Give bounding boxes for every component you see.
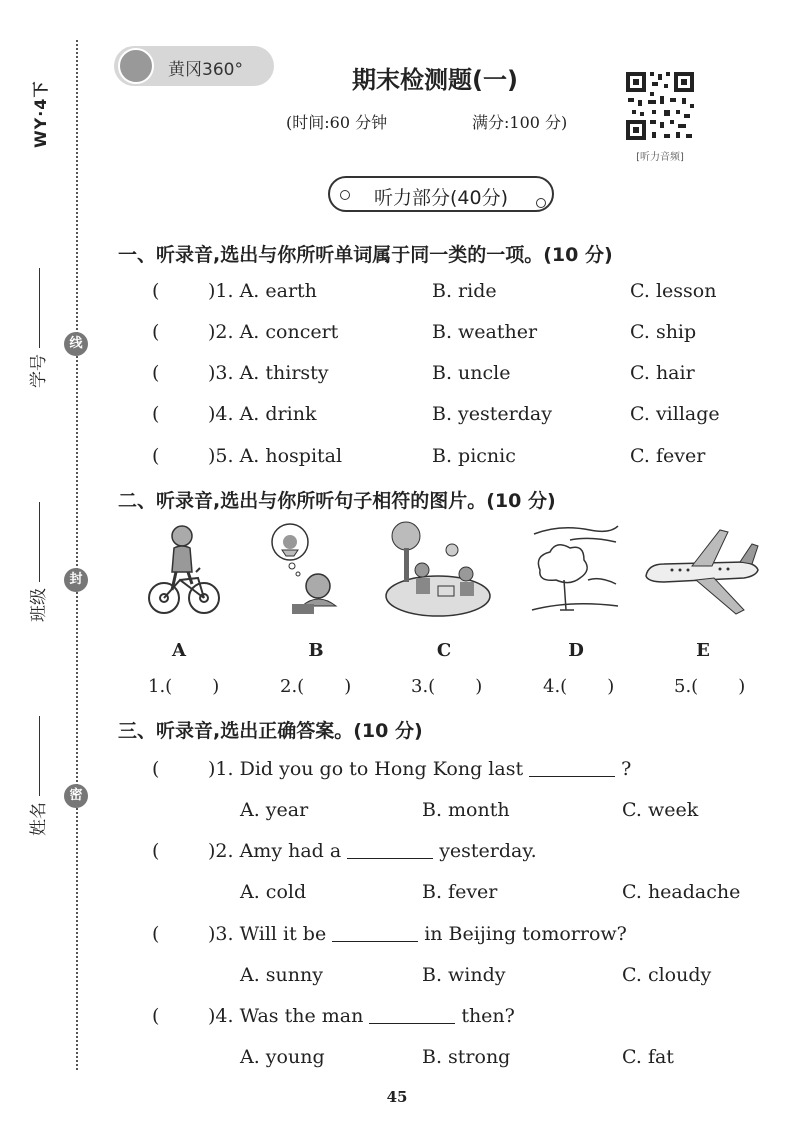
- s3-question-text: )3. Will it be in Beijing tomorrow?: [208, 923, 627, 945]
- s3-option-c: C. headache: [622, 881, 741, 903]
- student-number-field: [24, 268, 49, 388]
- section1-title: 一、听录音,选出与你所听单词属于同一类的一项。(10 分): [118, 244, 613, 266]
- brand-logo-icon: [118, 48, 154, 84]
- s2-answer-4-label: 4.(: [543, 676, 568, 697]
- qr-caption: [听力音频]: [636, 152, 684, 163]
- page-title: 期末检测题(一): [352, 66, 518, 94]
- s3-option-c: C. fat: [622, 1046, 674, 1068]
- answer-paren[interactable]: (: [152, 403, 160, 425]
- s3-option-c: C. cloudy: [622, 964, 712, 986]
- fill-blank[interactable]: [369, 1023, 455, 1024]
- s3-question-text: )4. Was the man then?: [208, 1005, 515, 1027]
- s1-option-b: B. yesterday: [432, 403, 552, 425]
- fill-blank[interactable]: [347, 858, 433, 859]
- fill-blank[interactable]: [529, 776, 615, 777]
- s3-question-text: )1. Did you go to Hong Kong last ?: [208, 758, 632, 780]
- s1-option-c: C. lesson: [630, 280, 717, 302]
- answer-paren[interactable]: (: [152, 923, 160, 945]
- name-label: 姓名: [29, 802, 49, 836]
- qr-code-icon[interactable]: [624, 70, 696, 142]
- seal-seal: 封: [64, 568, 88, 592]
- picture-label-a: A: [172, 640, 186, 661]
- s2-answer-5-label: 5.(: [674, 676, 699, 697]
- s1-option-c: C. village: [630, 403, 720, 425]
- s2-answer-1[interactable]: 1.( ): [148, 676, 220, 697]
- s2-answer-2-label: 2.(: [280, 676, 305, 697]
- series-label: WY·4下: [31, 80, 50, 148]
- s1-option-a: )4. A. drink: [208, 403, 317, 425]
- listening-part-banner: [328, 176, 554, 212]
- s1-option-b: B. weather: [432, 321, 538, 343]
- student-number-blank[interactable]: [39, 268, 40, 348]
- s2-answer-2[interactable]: 2.( ): [280, 676, 352, 697]
- s1-option-a: )5. A. hospital: [208, 445, 343, 467]
- seal-secret: 密: [64, 784, 88, 808]
- listening-part-label: 听力部分(40分): [373, 187, 508, 209]
- s2-answer-3[interactable]: 3.( ): [411, 676, 483, 697]
- class-label: 班级: [29, 588, 49, 622]
- section2-title: 二、听录音,选出与你所听句子相符的图片。(10 分): [118, 490, 556, 512]
- class-blank[interactable]: [39, 502, 40, 582]
- s2-answer-3-label: 3.(: [411, 676, 436, 697]
- answer-paren[interactable]: (: [152, 840, 160, 862]
- s3-option-b: B. month: [422, 799, 510, 821]
- windy-tree-image: [530, 520, 620, 620]
- answer-paren[interactable]: (: [152, 1005, 160, 1027]
- answer-paren[interactable]: (: [152, 362, 160, 384]
- picture-label-e: E: [696, 640, 710, 661]
- s1-option-b: B. picnic: [432, 445, 516, 467]
- s1-option-c: C. hair: [630, 362, 695, 384]
- page-number: 45: [386, 1088, 408, 1106]
- exam-score: 满分:100 分): [472, 113, 568, 132]
- airplane-image: [640, 520, 764, 620]
- s2-answer-4[interactable]: 4.( ): [543, 676, 615, 697]
- s1-option-a: )3. A. thirsty: [208, 362, 329, 384]
- s3-option-b: B. fever: [422, 881, 498, 903]
- s3-option-c: C. week: [622, 799, 699, 821]
- answer-paren[interactable]: (: [152, 758, 160, 780]
- binding-dashed-line: [76, 40, 78, 1070]
- fill-blank[interactable]: [332, 941, 418, 942]
- seal-line: 线: [64, 332, 88, 356]
- s3-option-b: B. strong: [422, 1046, 511, 1068]
- answer-paren[interactable]: (: [152, 321, 160, 343]
- brand-text: 黄冈360°: [168, 60, 243, 80]
- s1-option-a: )2. A. concert: [208, 321, 339, 343]
- answer-paren[interactable]: (: [152, 445, 160, 467]
- s2-answer-1-label: 1.(: [148, 676, 173, 697]
- s2-answer-5[interactable]: 5.( ): [674, 676, 746, 697]
- exam-time: (时间:60 分钟: [286, 113, 388, 132]
- name-field: [24, 716, 49, 836]
- answer-paren[interactable]: (: [152, 280, 160, 302]
- name-blank[interactable]: [39, 716, 40, 796]
- s3-question-text: )2. Amy had a yesterday.: [208, 840, 537, 862]
- picnic-image: [382, 520, 492, 620]
- s3-option-a: A. cold: [240, 881, 307, 903]
- student-number-label: 学号: [29, 354, 49, 388]
- picture-label-b: B: [308, 640, 324, 661]
- s3-option-b: B. windy: [422, 964, 506, 986]
- brand-badge: [114, 46, 274, 86]
- s1-option-b: B. uncle: [432, 362, 511, 384]
- class-field: [24, 502, 49, 622]
- s3-option-a: A. sunny: [240, 964, 323, 986]
- picture-label-d: D: [568, 640, 584, 661]
- child-thinking-image: [262, 520, 348, 620]
- s1-option-c: C. ship: [630, 321, 697, 343]
- s1-option-c: C. fever: [630, 445, 706, 467]
- s3-option-a: A. year: [240, 799, 309, 821]
- s3-option-a: A. young: [240, 1046, 325, 1068]
- girl-riding-bike-image: [146, 520, 222, 620]
- section3-title: 三、听录音,选出正确答案。(10 分): [118, 720, 423, 742]
- s1-option-a: )1. A. earth: [208, 280, 317, 302]
- s1-option-b: B. ride: [432, 280, 497, 302]
- picture-label-c: C: [436, 640, 452, 661]
